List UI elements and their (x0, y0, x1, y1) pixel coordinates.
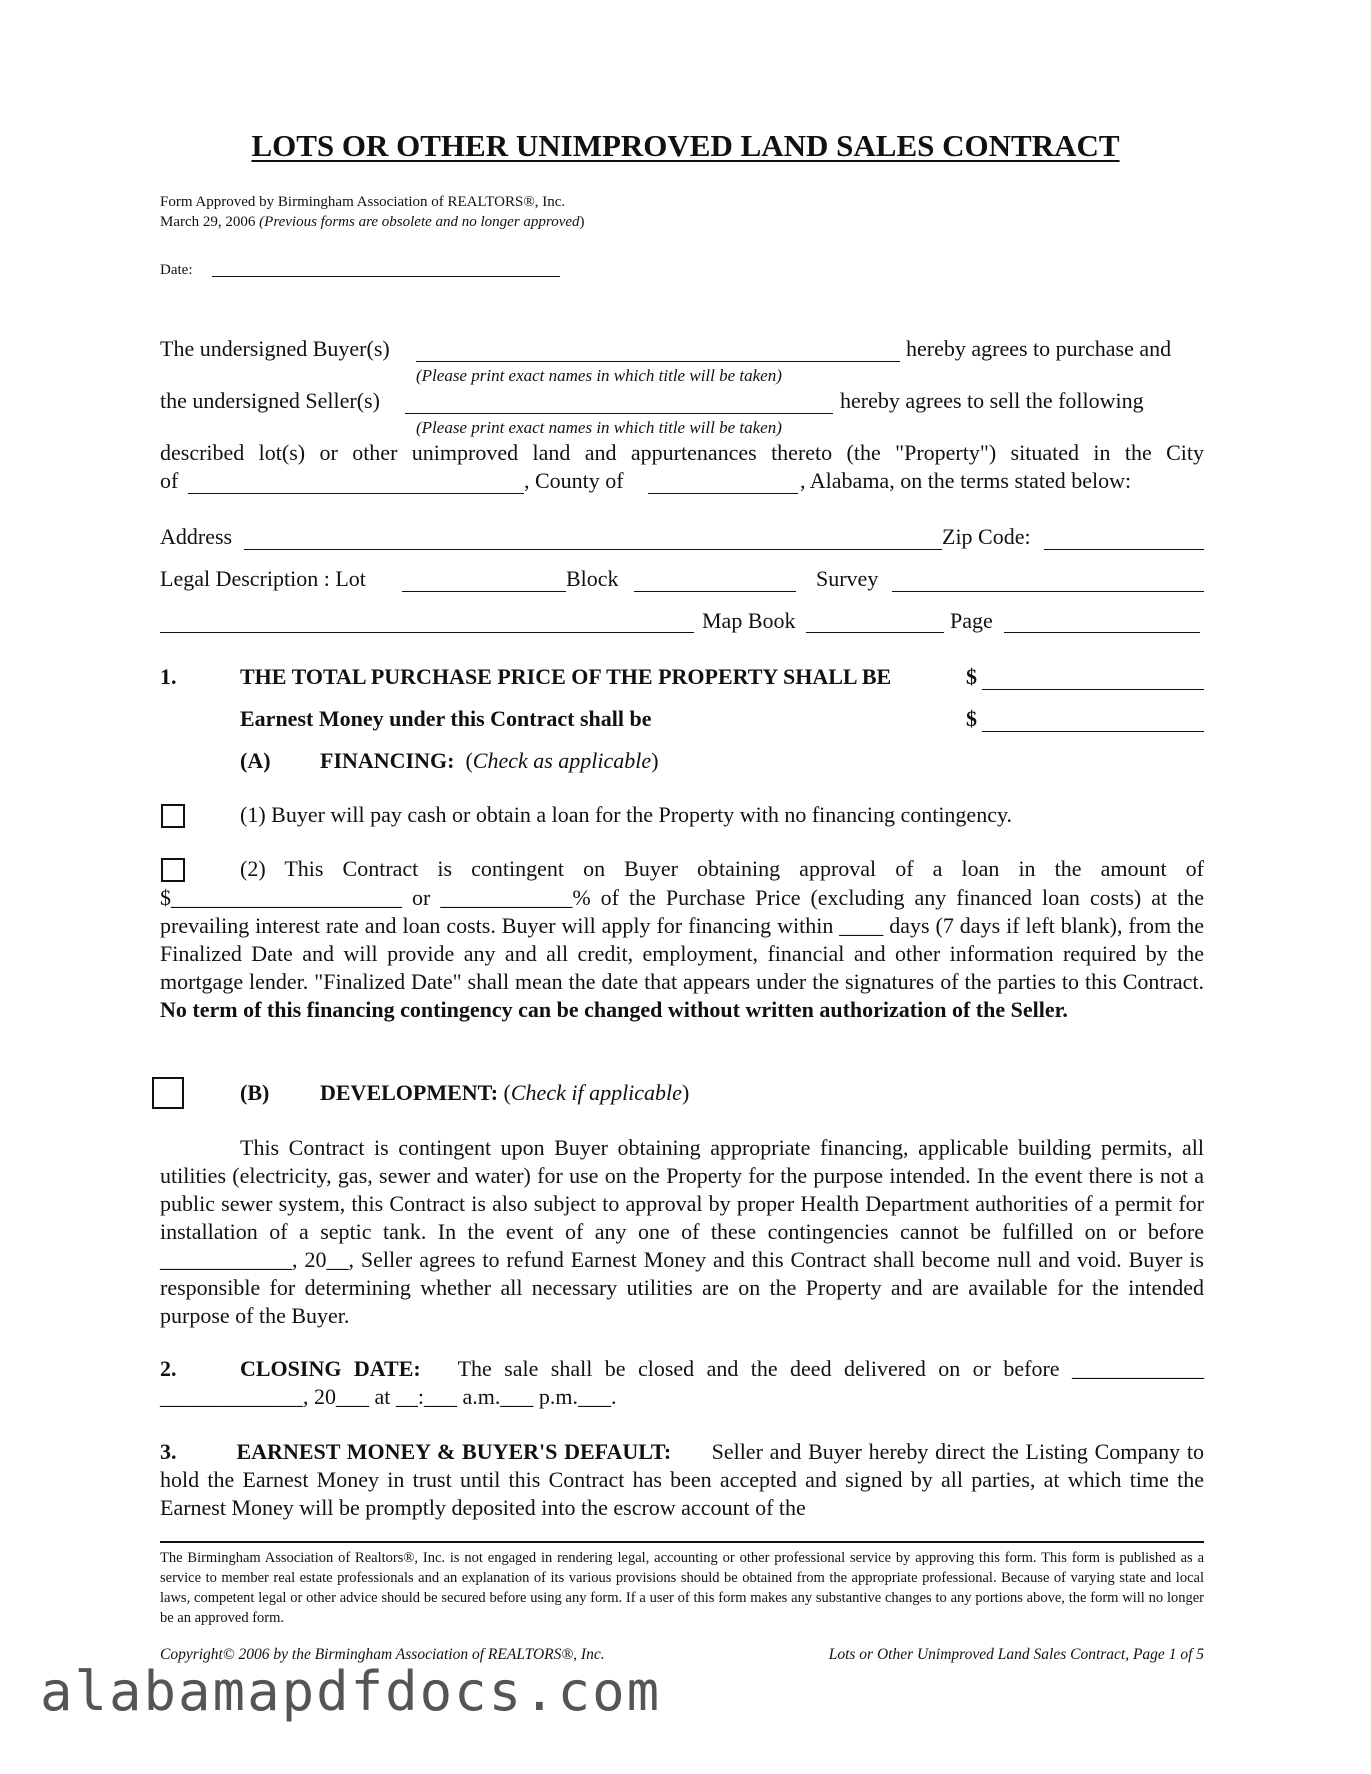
described-text: described lot(s) or other unimproved land and appurtenances thereto (the "Property") situated in the City (160, 440, 1204, 465)
purchase-price-field[interactable] (982, 689, 1204, 690)
disclaimer-text: The Birmingham Association of Realtors®, Inc. is not engaged in rendering legal, accounting or other professional service by approving this form. This form is published as a service to member real estate professionals and an explanation of its various provisions should be obtained from the appropriate professional. Because of varying state and local laws, competent legal or other advice should be secured before using any form. If a user of this form makes any substantive changes to any portions above, the form will no longer be an approved form. (160, 1550, 1204, 1626)
seller-print-hint: (Please print exact names in which title will be taken) (416, 418, 782, 437)
cash-option-checkbox[interactable] (161, 804, 185, 828)
alabama-text: , Alabama, on the terms stated below: (800, 468, 1132, 493)
block-label: Block (566, 566, 619, 591)
buyer-name-field[interactable] (416, 361, 900, 362)
footer-rule (160, 1541, 1204, 1543)
earnest-dollar-sign: $ (966, 706, 977, 731)
copyright-notice: Copyright© 2006 by the Birmingham Association of REALTORS®, Inc. (160, 1646, 605, 1663)
section-2-number: 2. (160, 1356, 177, 1381)
survey-field[interactable] (892, 591, 1204, 592)
date-field[interactable] (212, 276, 560, 277)
page-label: Page (950, 608, 993, 633)
buyer-print-hint: (Please print exact names in which title will be taken) (416, 366, 782, 385)
legal-description-extra-field[interactable] (160, 632, 694, 633)
earnest-money-text: Earnest Money under this Contract shall be (240, 706, 652, 731)
development-heading: DEVELOPMENT: (Check if applicable) (320, 1080, 690, 1105)
closing-date-fields[interactable]: _____________, 20___ at __:___ a.m.___ p.m.___. (160, 1384, 617, 1409)
seller-prefix: the undersigned Seller(s) (160, 388, 380, 413)
county-field[interactable] (648, 493, 798, 494)
zip-label: Zip Code: (942, 524, 1031, 549)
block-field[interactable] (634, 591, 796, 592)
earnest-money-default-text: 3. EARNEST MONEY & BUYER'S DEFAULT: Seller and Buyer hereby direct the Listing Company to hold the Earnest Money in trust until this Contract has been accepted and signed by all parties, at which time the Earnest Money will be promptly deposited into the escrow account of the (160, 1439, 1204, 1520)
financing-letter: (A) (240, 748, 271, 773)
purchase-price-text: THE TOTAL PURCHASE PRICE OF THE PROPERTY SHALL BE (240, 664, 892, 689)
price-dollar-sign: $ (966, 664, 977, 689)
document-title: LOTS OR OTHER UNIMPROVED LAND SALES CONTRACT (251, 128, 1120, 163)
address-label: Address (160, 524, 233, 549)
map-book-label: Map Book (702, 608, 796, 633)
approval-line: Form Approved by Birmingham Association of REALTORS®, Inc. (160, 194, 566, 210)
loan-contingency-checkbox[interactable] (161, 858, 185, 882)
section-1-number: 1. (160, 664, 177, 689)
map-book-field[interactable] (806, 632, 944, 633)
page-field[interactable] (1004, 632, 1200, 633)
development-letter: (B) (240, 1080, 270, 1105)
page-indicator: Lots or Other Unimproved Land Sales Contract, Page 1 of 5 (828, 1646, 1204, 1663)
county-label: , County of (524, 468, 624, 493)
financing-heading: FINANCING: (Check as applicable) (320, 748, 659, 773)
buyer-suffix: hereby agrees to purchase and (906, 336, 1172, 361)
seller-name-field[interactable] (405, 413, 833, 414)
city-field[interactable] (188, 493, 524, 494)
loan-contingency-text: $_____________________ or ____________% of the Purchase Price (excluding any financed loan costs) at the prevailing interest rate and loan costs. Buyer will apply for financing within ____ days (7 days if left blank), from the Finalized Date and will provide any and all credit, employment, financial and other information required by the mortgage lender. "Finalized Date" shall mean the date that appears under the signatures of the parties to this Contract. No term of this financing contingency can be changed without written authorization of the Seller. (160, 885, 1204, 1022)
approval-date-line: March 29, 2006 (Previous forms are obsolete and no longer approved) (160, 214, 585, 230)
development-text: This Contract is contingent upon Buyer obtaining appropriate financing, applicable building permits, all utilities (electricity, gas, sewer and water) for use on the Property for the purpose intended. In the event there is not a public sewer system, this Contract is also subject to approval by proper Health Department authorities of a permit for installation of a septic tank. In the event of any one of these contingencies cannot be fulfilled on or before ____________, 20__, Seller agrees to refund Earnest Money and this Contract shall become null and void. Buyer is responsible for determining whether all necessary utilities are on the Property and are available for the intended purpose of the Buyer. (160, 1135, 1204, 1328)
watermark: alabamapdfdocs.com (40, 1660, 662, 1723)
earnest-money-field[interactable] (982, 731, 1204, 732)
buyer-prefix: The undersigned Buyer(s) (160, 336, 390, 361)
address-field[interactable] (244, 549, 942, 550)
closing-date-text: CLOSING DATE: The sale shall be closed and the deed delivered on or before ____________ (240, 1356, 1204, 1381)
survey-label: Survey (816, 566, 879, 591)
lot-field[interactable] (402, 591, 566, 592)
city-of-label: of (160, 468, 179, 493)
seller-suffix: hereby agrees to sell the following (840, 388, 1144, 413)
legal-description-label: Legal Description : Lot (160, 566, 366, 591)
loan-contingency-first-line: (2) This Contract is contingent on Buyer obtaining approval of a loan in the amount of (240, 856, 1204, 881)
zip-field[interactable] (1044, 549, 1204, 550)
date-label: Date: (160, 262, 193, 278)
cash-option-text: (1) Buyer will pay cash or obtain a loan for the Property with no financing contingency. (240, 802, 1013, 827)
development-checkbox[interactable] (152, 1077, 184, 1109)
